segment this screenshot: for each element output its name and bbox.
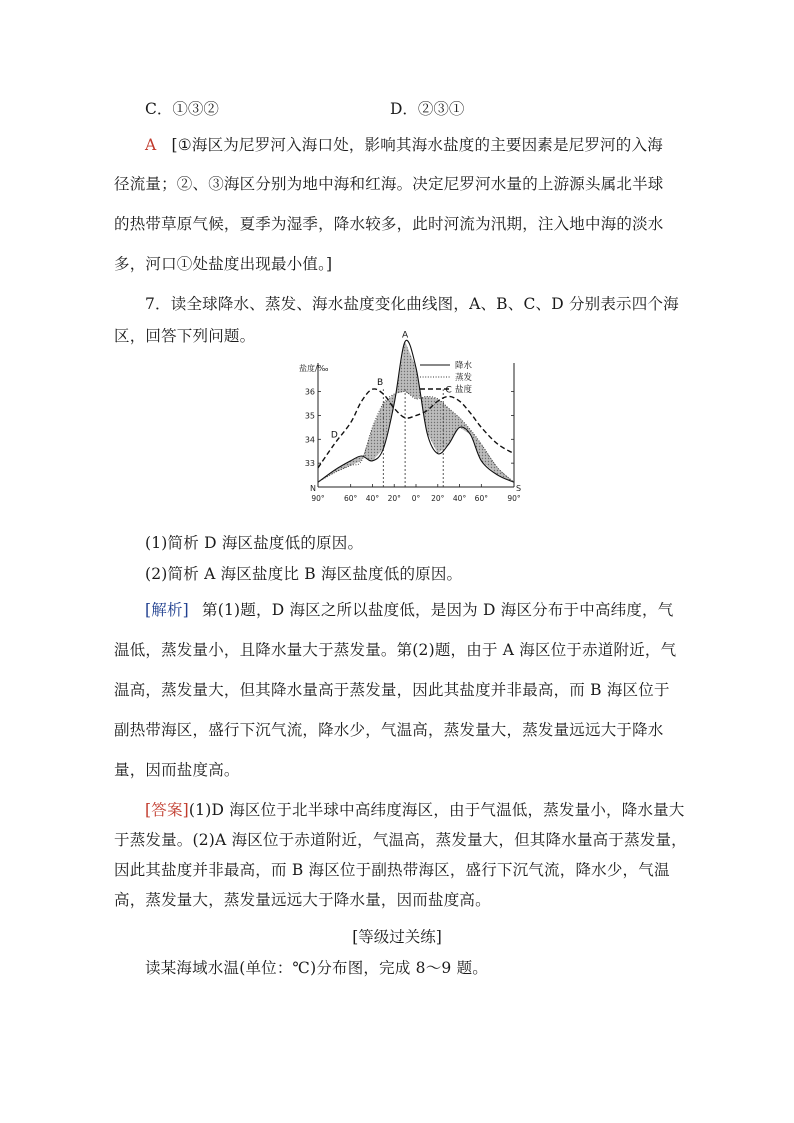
x-tick-label: 60° [474,494,488,503]
point-label-c: C [445,385,452,396]
question7-line-1: 7．读全球降水、蒸发、海水盐度变化曲线图，A、B、C、D 分别表示四个海 [145,295,679,313]
series-line-dotted [318,391,514,482]
analysis-line-2: 温低，蒸发量小，且降水量大于蒸发量。第(2)题，由于 A 海区位于赤道附近，气 [114,641,677,659]
answer6-text-1: [①海区为尼罗河入海口处，影响其海水盐度的主要因素是尼罗河的入海 [171,136,663,154]
x-end-label-s: S [516,484,522,493]
analysis-line-5: 量，因而盐度高。 [114,761,240,779]
x-tick-label: 40° [452,494,467,503]
point-label-a: A [402,330,409,341]
x-tick-label: 40° [365,494,380,503]
analysis-line-3: 温高，蒸发量大，但其降水量高于蒸发量，因此其盐度并非最高，而 B 海区位于 [114,681,670,699]
question7-sub2: (2)简析 A 海区盐度比 B 海区盐度低的原因。 [145,565,463,583]
question7-line-2: 区，回答下列问题。 [114,327,256,345]
answer6-letter: A [145,136,157,154]
answer7-line-2: 于蒸发量。(2)A 海区位于赤道附近，气温高，蒸发量大，但其降水量高于蒸发量， [114,831,687,849]
legend-label-solid: 降水 [455,361,473,371]
answer6-line-4: 多，河口①处盐度出现最小值。] [114,255,333,273]
x-tick-label: 20° [431,494,445,503]
analysis-line-1 [145,598,680,620]
y-axis-label: 盐度/‰ [299,364,329,373]
analysis-text-1: 第(1)题，D 海区之所以盐度低，是因为 D 海区分布于中高纬度，气 [202,601,674,619]
answer6-line-3: 的热带草原气候，夏季为湿季，降水较多，此时河流为汛期，注入地中海的淡水 [114,215,664,233]
answer7-tag: [答案] [145,801,189,819]
y-tick-label: 34 [304,435,315,445]
legend-label-dashed: 盐度 [455,385,473,395]
question7-sub1: (1)简析 D 海区盐度低的原因。 [145,534,364,552]
y-tick-label: 35 [304,411,315,421]
point-label-b: B [376,378,384,389]
answer7-line-1 [145,798,685,820]
analysis-tag: [解析] [145,601,189,619]
point-label-d: D [330,430,338,441]
precip-evap-shaded-band [318,342,514,483]
next-question-intro: 读某海域水温(单位：℃)分布图，完成 8～9 题。 [145,959,489,977]
y-tick-label: 36 [304,387,315,397]
legend-label-dotted: 蒸发 [455,373,473,383]
x-tick-label: 90° [507,494,521,503]
x-tick-label: 90° [311,494,325,503]
salinity-chart [298,330,534,513]
y-tick-label: 33 [304,459,315,469]
x-tick-label: 0° [411,494,421,503]
section-title: [等级过关练] [352,928,442,946]
answer7-line-4: 高，蒸发量大，蒸发量远远大于降水量，因而盐度高。 [114,891,491,909]
analysis-line-4: 副热带海区，盛行下沉气流，降水少，气温高，蒸发量大，蒸发量远远大于降水 [114,721,664,739]
x-end-label-n: N [310,484,316,493]
option-c: C．①③② [145,100,219,118]
answer6-line-1 [145,133,680,155]
answer7-text-1: (1)D 海区位于北半球中高纬度海区，由于气温低，蒸发量小，降水量大 [188,801,685,819]
x-tick-label: 20° [387,494,401,503]
option-d: D．②③① [390,100,465,118]
answer7-line-3: 因此其盐度并非最高，而 B 海区位于副热带海区，盛行下沉气流，降水少，气温 [114,861,670,879]
salinity-chart-svg [298,330,534,513]
answer6-line-2: 径流量；②、③海区分别为地中海和红海。决定尼罗河水量的上游源头属北半球 [114,175,664,193]
x-tick-label: 60° [344,494,358,503]
